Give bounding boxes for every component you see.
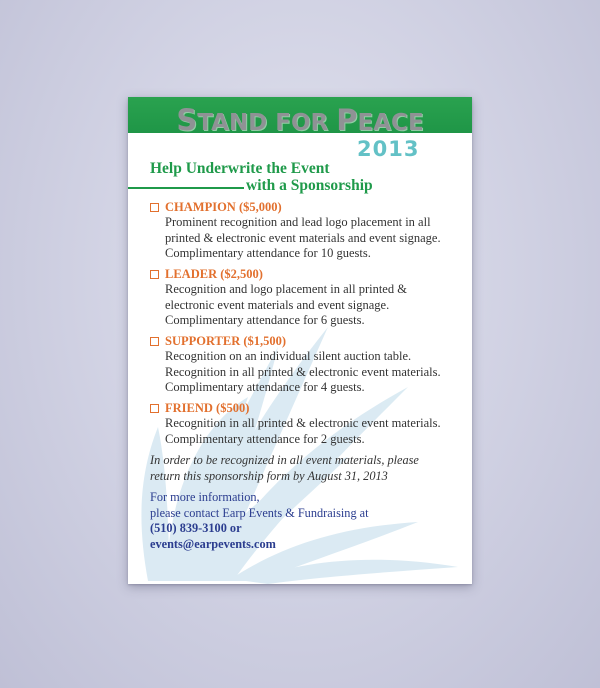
checkbox-icon[interactable]: [150, 270, 159, 279]
sponsorship-flyer: [128, 97, 472, 584]
contact-info: [150, 490, 369, 552]
checkbox-icon[interactable]: [150, 337, 159, 346]
tier-description: Prominent recognition and lead logo placement in all printed & electronic event materials and event signage. Complimentary attendance for 10 guests.: [165, 215, 441, 260]
tier-leader: [150, 266, 470, 329]
tier-supporter: [150, 333, 470, 396]
tier-description: Recognition on an individual silent auction table. Recognition in all printed & electronic event materials. Complimentary attendance for 4 guests.: [165, 349, 441, 394]
contact-line: please contact Earp Events & Fundraising at: [150, 505, 369, 520]
tier-name: LEADER ($2,500): [165, 266, 263, 281]
contact-phone: (510) 839-3100 or: [150, 521, 242, 535]
tier-friend: [150, 400, 470, 447]
contact-email[interactable]: events@earpevents.com: [150, 536, 276, 551]
tier-champion: [150, 199, 470, 262]
event-year: 2013: [357, 137, 420, 161]
title-divider: [128, 187, 244, 189]
tier-description: Recognition in all printed & electronic event materials. Complimentary attendance for 2 guests.: [165, 416, 441, 446]
checkbox-icon[interactable]: [150, 404, 159, 413]
tier-name: FRIEND ($500): [165, 400, 250, 415]
event-headline: STAND FOR PEACE: [176, 103, 424, 137]
section-title-line2: with a Sponsorship: [246, 177, 373, 194]
contact-line: For more information,: [150, 490, 260, 504]
tier-name: SUPPORTER ($1,500): [165, 333, 287, 348]
tier-description: Recognition and logo placement in all printed & electronic event materials and event signage. Complimentary attendance for 6 guests.: [165, 282, 407, 327]
tier-name: CHAMPION ($5,000): [165, 199, 282, 214]
deadline-notice: In order to be recognized in all event materials, please return this sponsorship form by August 31, 2013: [150, 453, 419, 483]
section-title-line1: Help Underwrite the Event: [150, 160, 330, 177]
checkbox-icon[interactable]: [150, 203, 159, 212]
